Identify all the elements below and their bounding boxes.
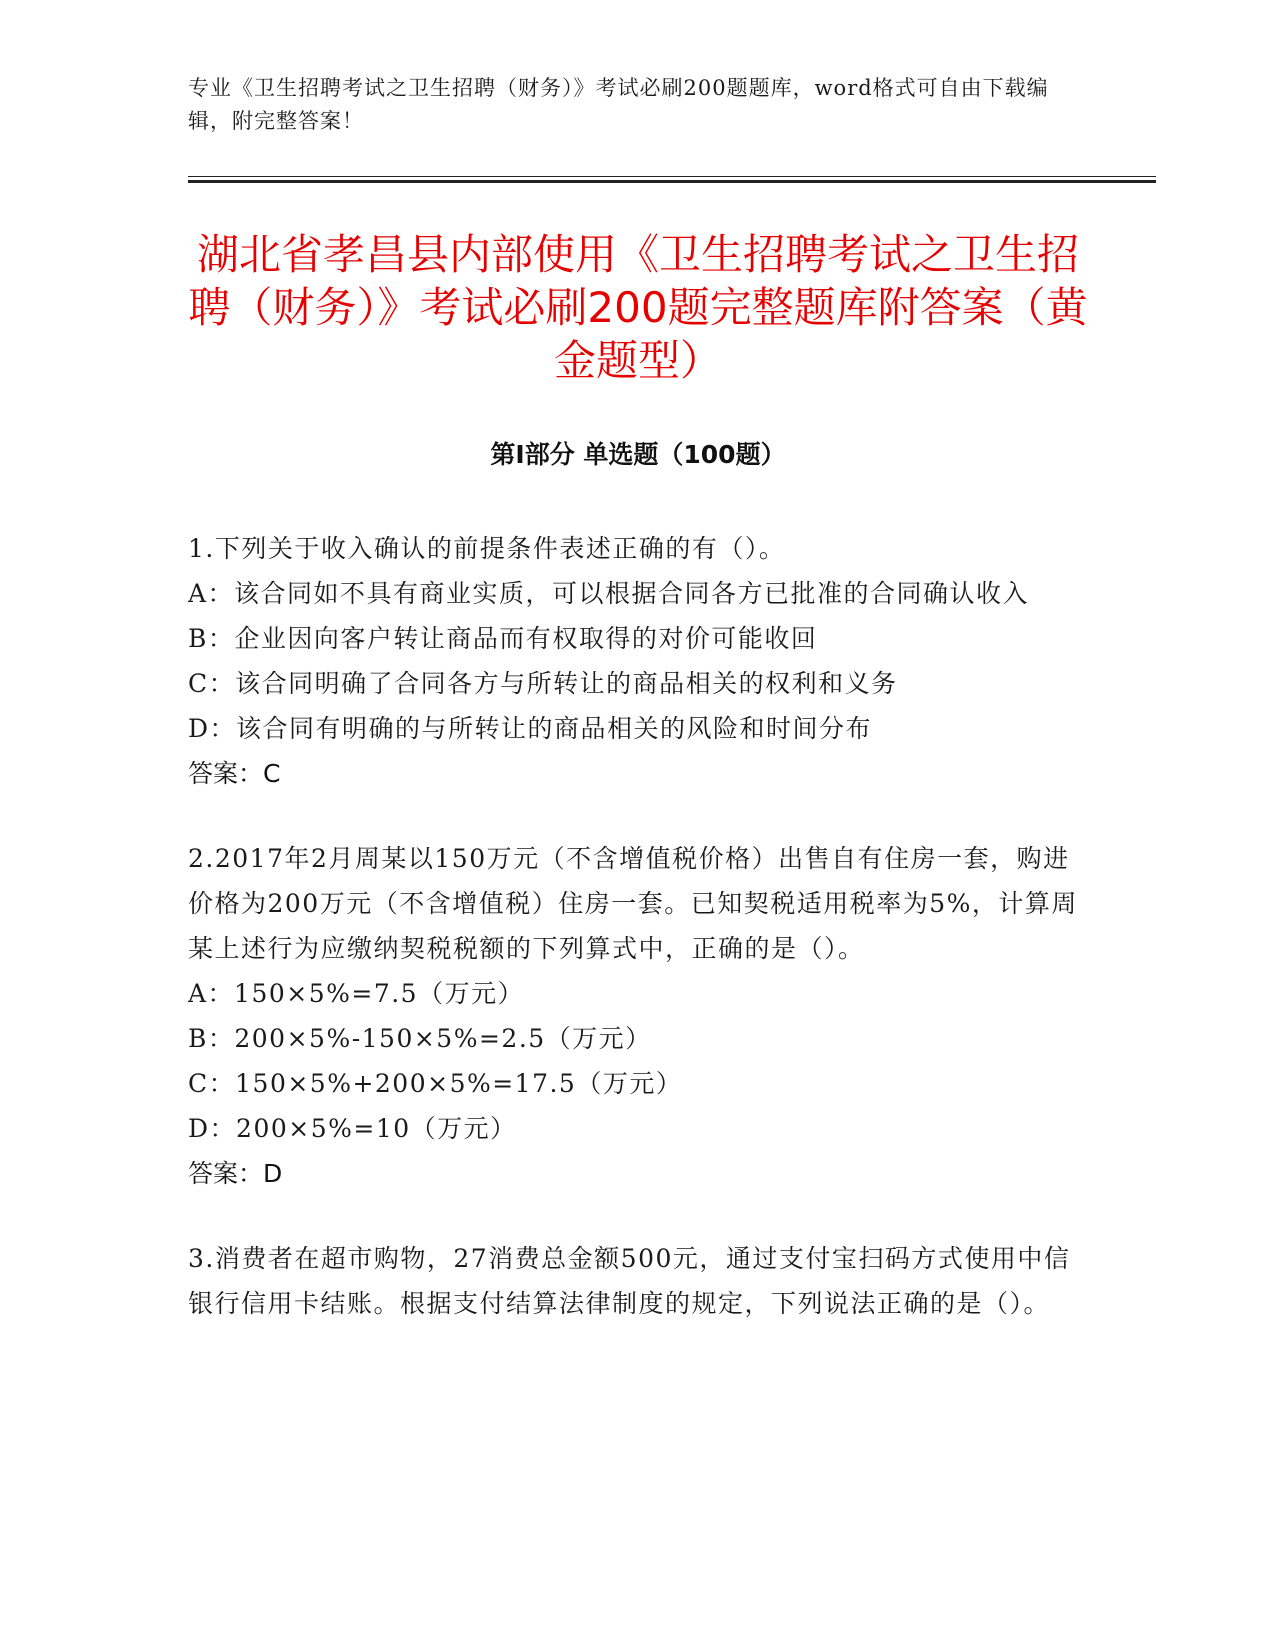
document-title: 湖北省孝昌县内部使用《卫生招聘考试之卫生招聘（财务）》考试必刷200题完整题库附答案（黄金题型） [188, 230, 1088, 385]
question-1 [188, 526, 1088, 796]
option-b: B：200×5%-150×5%=2.5（万元） [188, 1024, 652, 1053]
answer: 答案：D [188, 1159, 283, 1188]
option-d: D：200×5%=10（万元） [188, 1114, 517, 1143]
option-a: A：150×5%=7.5（万元） [188, 979, 525, 1008]
section-title: 第Ⅰ部分 单选题（100题） [490, 440, 786, 469]
option-a: A：该合同如不具有商业实质，可以根据合同各方已批准的合同确认收入 [188, 579, 1030, 608]
option-b: B：企业因向客户转让商品而有权取得的对价可能收回 [188, 624, 818, 653]
answer: 答案：C [188, 759, 281, 788]
question-text: 2.2017年2月周某以150万元（不含增值税价格）出售自有住房一套，购进价格为200万元（不含增值税）住房一套。已知契税适用税率为5%，计算周某上述行为应缴纳契税税额的下列算式中，正确的是（）。 [188, 844, 1078, 963]
option-d: D：该合同有明确的与所转让的商品相关的风险和时间分布 [188, 714, 873, 743]
header-divider-thick [188, 180, 1156, 183]
option-c: C：150×5%+200×5%=17.5（万元） [188, 1069, 683, 1098]
question-3 [188, 1236, 1088, 1326]
option-c: C：该合同明确了合同各方与所转让的商品相关的权利和义务 [188, 669, 898, 698]
question-text: 1.下列关于收入确认的前提条件表述正确的有（）。 [188, 534, 786, 563]
question-2 [188, 836, 1088, 1196]
header-divider-thin [188, 176, 1156, 177]
question-text: 3.消费者在超市购物，27消费总金额500元，通过支付宝扫码方式使用中信银行信用卡结账。根据支付结算法律制度的规定，下列说法正确的是（）。 [188, 1244, 1071, 1318]
header-note: 专业《卫生招聘考试之卫生招聘（财务）》考试必刷200题题库，word格式可自由下载编辑，附完整答案！ [188, 76, 1049, 133]
question-list [188, 526, 1088, 1366]
